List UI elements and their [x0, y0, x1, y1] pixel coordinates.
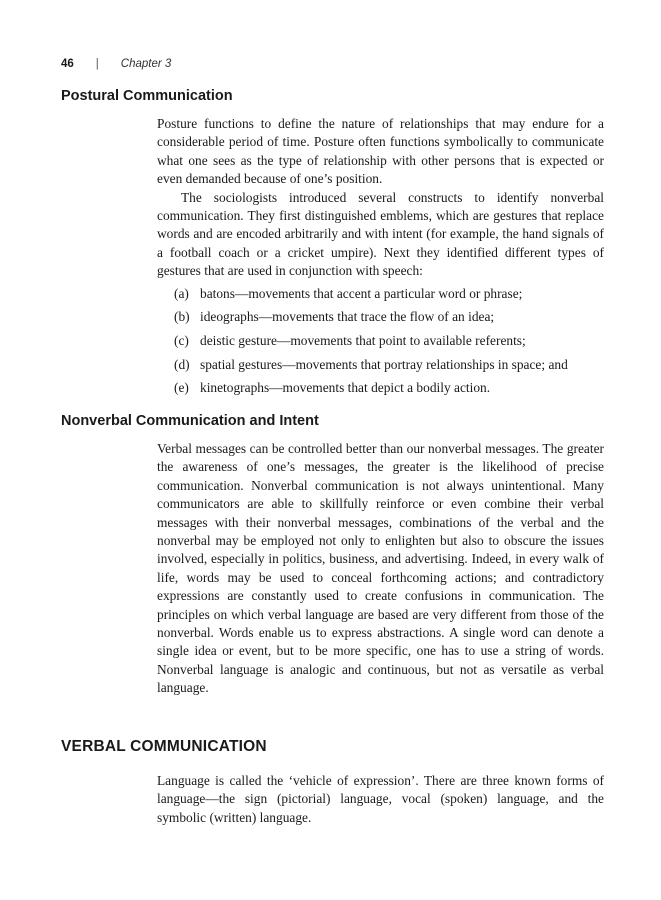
intent-paragraph-1: Verbal messages can be controlled better than our nonverbal messages. The greater the awareness of one’s messages, the greater is the likelihood of precise communication. Nonverbal communication is not always unintentional. Many communicators are able to skillfully reinforce or even combine their verbal messages with their nonverbal messages, combinations of the verbal and the nonverbal may be employed not only to enlighten but also to obscure the issues involved, especially in politics, business, and advertising. Indeed, in every walk of life, words may be used to conceal forthcoming actions; and contradictory expressions are constantly used to create confusions in communication. The principles on which verbal language are based are very different from those of the nonverbal. Words enable us to express abstractions. A single word can denote a single idea or event, but to be more specific, one has to use a string of words. Nonverbal language is analogic and continuous, but not as versatile as verbal language.	[157, 441, 604, 696]
list-marker: (d)	[174, 356, 190, 372]
list-item-text: spatial gestures—movements that portray relationships in space; and	[200, 356, 568, 372]
postural-body	[157, 115, 604, 403]
verbal-body	[157, 772, 604, 827]
list-marker: (e)	[174, 380, 189, 396]
heading-verbal-communication: VERBAL COMMUNICATION	[61, 738, 267, 755]
list-item	[157, 285, 604, 303]
list-marker: (c)	[174, 333, 189, 349]
running-head-separator: |	[95, 58, 99, 70]
list-item-text: ideographs—movements that trace the flow of an idea;	[200, 309, 495, 325]
verbal-paragraph-1: Language is called the ‘vehicle of expression’. There are three known forms of language—the sign (pictorial) language, vocal (spoken) language, and the symbolic (written) language.	[157, 773, 604, 825]
list-item	[157, 332, 604, 350]
page-number: 46	[61, 58, 74, 70]
running-head	[61, 58, 171, 70]
list-item	[157, 356, 604, 374]
heading-nonverbal-intent: Nonverbal Communication and Intent	[61, 413, 319, 429]
postural-paragraph-1: Posture functions to define the nature of relationships that may endure for a considerable period of time. Posture often functions symbolically to communicate what one sees as the type of relationship with other persons that is expected or even demanded because of one’s position.	[157, 116, 604, 187]
list-marker: (a)	[174, 285, 189, 301]
gesture-types-list	[157, 285, 604, 398]
list-item-text: kinetographs—movements that depict a bodily action.	[200, 380, 491, 396]
postural-paragraph-2: The sociologists introduced several constructs to identify nonverbal communication. They first distinguished emblems, which are gestures that replace words and are encoded arbitrarily and with intent (for example, the hand signals of a football coach or a cricket umpire). Next they identified different types of gestures that are used in conjunction with speech:	[157, 189, 604, 279]
list-item-text: deistic gesture—movements that point to available referents;	[200, 333, 526, 349]
list-item	[157, 379, 604, 397]
list-item	[157, 308, 604, 326]
chapter-label: Chapter 3	[120, 58, 172, 70]
list-item-text: batons—movements that accent a particular word or phrase;	[200, 285, 523, 301]
list-marker: (b)	[174, 309, 190, 325]
intent-body	[157, 440, 604, 698]
heading-postural-communication: Postural Communication	[61, 88, 233, 104]
